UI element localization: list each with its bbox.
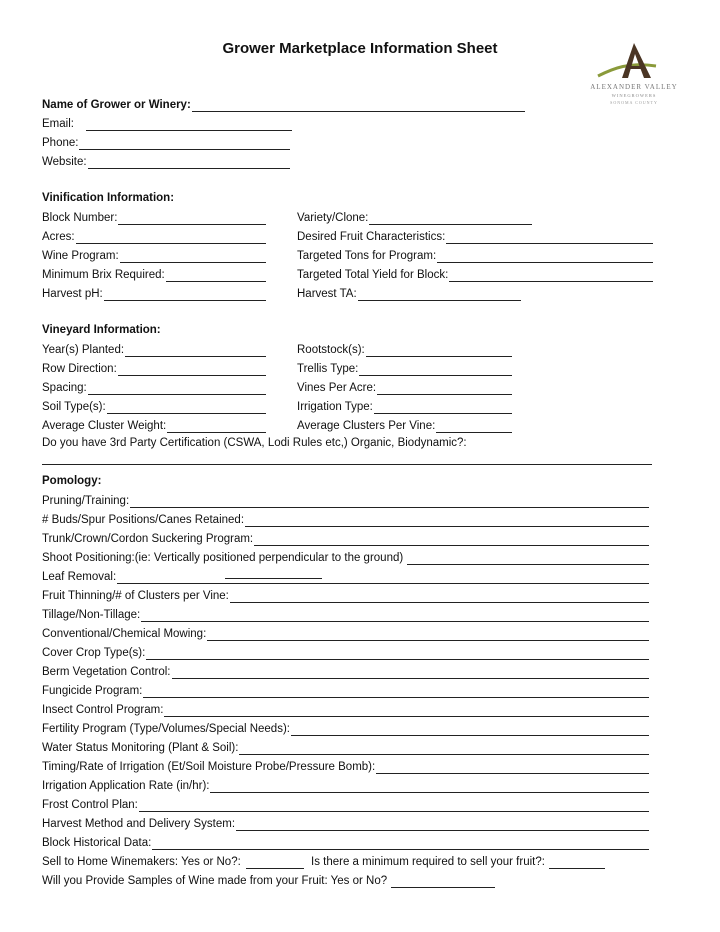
input-line[interactable] (107, 401, 266, 414)
irrigation-type-field[interactable] (297, 400, 512, 414)
input-line[interactable] (377, 382, 512, 395)
field-label: Spacing: (42, 382, 87, 394)
input-line[interactable] (374, 401, 512, 414)
field-label: Shoot Positioning:(ie: Vertically positioned perpendicular to the ground) (42, 552, 404, 564)
input-line[interactable] (207, 628, 649, 641)
winegrowers-logo (584, 40, 684, 115)
field-label: Block Number: (42, 212, 118, 224)
minimum-required-field[interactable] (311, 855, 605, 869)
field-label: Conventional/Chemical Mowing: (42, 628, 207, 640)
input-line[interactable] (164, 704, 649, 717)
input-line[interactable] (172, 666, 650, 679)
certification-answer-line[interactable] (42, 464, 652, 465)
input-line[interactable] (118, 212, 266, 225)
input-line[interactable] (152, 837, 649, 850)
input-line[interactable] (359, 363, 512, 376)
field-label: Minimum Brix Required: (42, 269, 165, 281)
field-label: Leaf Removal: (42, 571, 117, 583)
vines-per-acre-field[interactable] (297, 381, 512, 395)
input-line[interactable] (245, 514, 649, 527)
input-line[interactable] (166, 269, 266, 282)
buds-field[interactable] (42, 513, 649, 527)
field-label: Irrigation Application Rate (in/hr): (42, 780, 210, 792)
field-label: Targeted Total Yield for Block: (297, 269, 449, 281)
logo-title: ALEXANDER VALLEY (590, 83, 678, 91)
field-label: Soil Type(s): (42, 401, 106, 413)
targeted-yield-field[interactable] (297, 268, 653, 282)
tillage-field[interactable] (42, 608, 649, 622)
input-line[interactable] (407, 552, 649, 565)
field-label: Cover Crop Type(s): (42, 647, 146, 659)
input-line[interactable] (79, 137, 290, 150)
input-line[interactable] (437, 250, 653, 263)
input-line[interactable] (549, 856, 605, 869)
leaf-removal-short-line[interactable] (225, 578, 322, 579)
input-line[interactable] (358, 288, 521, 301)
field-label: Block Historical Data: (42, 837, 152, 849)
email-field[interactable] (42, 117, 292, 131)
field-label: Year(s) Planted: (42, 344, 125, 356)
field-label: Variety/Clone: (297, 212, 369, 224)
input-line[interactable] (239, 742, 649, 755)
harvest-ta-field[interactable] (297, 287, 521, 301)
field-label: Average Clusters Per Vine: (297, 420, 436, 432)
field-label: Is there a minimum required to sell your fruit?: (311, 856, 545, 868)
field-label: Harvest TA: (297, 288, 357, 300)
frost-control-field[interactable] (42, 798, 649, 812)
field-label: Email: (42, 118, 74, 130)
berm-vegetation-field[interactable] (42, 665, 649, 679)
website-field[interactable] (42, 155, 290, 169)
field-label: Fertility Program (Type/Volumes/Special Needs): (42, 723, 290, 735)
input-line[interactable] (230, 590, 649, 603)
input-line[interactable] (88, 156, 290, 169)
field-label: Frost Control Plan: (42, 799, 138, 811)
input-line[interactable] (446, 231, 653, 244)
input-line[interactable] (86, 118, 292, 131)
input-line[interactable] (143, 685, 649, 698)
field-label: Berm Vegetation Control: (42, 666, 171, 678)
input-line[interactable] (366, 344, 512, 357)
leaf-removal-field[interactable] (42, 570, 649, 584)
wine-program-field[interactable] (42, 249, 266, 263)
input-line[interactable] (120, 250, 266, 263)
field-label: Row Direction: (42, 363, 117, 375)
field-label: Pruning/Training: (42, 495, 130, 507)
field-label: Acres: (42, 231, 75, 243)
input-line[interactable] (88, 382, 266, 395)
field-label: Trellis Type: (297, 363, 359, 375)
letter-a-logo-icon (584, 40, 684, 82)
field-label: Rootstock(s): (297, 344, 365, 356)
input-line[interactable] (254, 533, 649, 546)
field-label: # Buds/Spur Positions/Canes Retained: (42, 514, 245, 526)
fruit-thinning-field[interactable] (42, 589, 649, 603)
cover-crop-field[interactable] (42, 646, 649, 660)
field-label: Harvest pH: (42, 288, 103, 300)
pomology-heading: Pomology: (42, 475, 102, 487)
harvest-method-field[interactable] (42, 817, 649, 831)
grower-name-field[interactable] (42, 98, 525, 112)
rootstocks-field[interactable] (297, 343, 512, 357)
insect-control-field[interactable] (42, 703, 649, 717)
pruning-field[interactable] (42, 494, 649, 508)
field-label: Water Status Monitoring (Plant & Soil): (42, 742, 239, 754)
min-brix-field[interactable] (42, 268, 266, 282)
shoot-positioning-field[interactable] (42, 551, 649, 565)
input-line[interactable] (369, 212, 532, 225)
field-label: Will you Provide Samples of Wine made from your Fruit: Yes or No? (42, 875, 388, 887)
field-label: Fruit Thinning/# of Clusters per Vine: (42, 590, 229, 602)
input-line[interactable] (291, 723, 649, 736)
avg-clusters-per-vine-field[interactable] (297, 419, 512, 433)
harvest-ph-field[interactable] (42, 287, 266, 301)
mowing-field[interactable] (42, 627, 649, 641)
soil-types-field[interactable] (42, 400, 266, 414)
input-line[interactable] (436, 420, 512, 433)
field-label: Tillage/Non-Tillage: (42, 609, 141, 621)
desired-fruit-field[interactable] (297, 230, 653, 244)
input-line[interactable] (236, 818, 649, 831)
field-label: Wine Program: (42, 250, 119, 262)
input-line[interactable] (376, 761, 649, 774)
input-line[interactable] (210, 780, 649, 793)
field-label: Average Cluster Weight: (42, 420, 167, 432)
variety-clone-field[interactable] (297, 211, 532, 225)
avg-cluster-weight-field[interactable] (42, 419, 266, 433)
logo-subtitle: WINEGROWERS (611, 93, 657, 98)
field-label: Vines Per Acre: (297, 382, 377, 394)
fertility-field[interactable] (42, 722, 649, 736)
irrigation-rate-field[interactable] (42, 779, 649, 793)
input-line[interactable] (104, 288, 266, 301)
field-label: Irrigation Type: (297, 401, 373, 413)
vinification-heading: Vinification Information: (42, 192, 175, 204)
field-label: Timing/Rate of Irrigation (Et/Soil Moisture Probe/Pressure Bomb): (42, 761, 376, 773)
input-line[interactable] (449, 269, 653, 282)
certification-question: Do you have 3rd Party Certification (CSWA, Lodi Rules etc,) Organic, Biodynamic?: (42, 437, 467, 449)
block-history-field[interactable] (42, 836, 649, 850)
timing-irrigation-field[interactable] (42, 760, 649, 774)
field-label: Desired Fruit Characteristics: (297, 231, 446, 243)
sell-home-winemakers-field[interactable] (42, 855, 304, 869)
input-line[interactable] (146, 647, 649, 660)
input-line[interactable] (246, 856, 304, 869)
field-label: Name of Grower or Winery: (42, 99, 191, 111)
input-line[interactable] (130, 495, 649, 508)
input-line[interactable] (118, 363, 266, 376)
phone-field[interactable] (42, 136, 290, 150)
trunk-suckering-field[interactable] (42, 532, 649, 546)
input-line[interactable] (141, 609, 649, 622)
fungicide-field[interactable] (42, 684, 649, 698)
water-status-field[interactable] (42, 741, 649, 755)
years-planted-field[interactable] (42, 343, 266, 357)
input-line[interactable] (76, 231, 266, 244)
page-title: Grower Marketplace Information Sheet (222, 40, 498, 57)
field-label: Harvest Method and Delivery System: (42, 818, 236, 830)
input-line[interactable] (167, 420, 266, 433)
targeted-tons-field[interactable] (297, 249, 653, 263)
input-line[interactable] (117, 571, 649, 584)
row-direction-field[interactable] (42, 362, 266, 376)
acres-field[interactable] (42, 230, 266, 244)
field-label: Sell to Home Winemakers: Yes or No?: (42, 856, 241, 868)
trellis-type-field[interactable] (297, 362, 512, 376)
input-line[interactable] (391, 875, 495, 888)
field-label: Targeted Tons for Program: (297, 250, 437, 262)
input-line[interactable] (125, 344, 266, 357)
field-label: Fungicide Program: (42, 685, 143, 697)
spacing-field[interactable] (42, 381, 266, 395)
field-label: Phone: (42, 137, 79, 149)
vineyard-heading: Vineyard Information: (42, 324, 161, 336)
provide-samples-field[interactable] (42, 874, 495, 888)
input-line[interactable] (192, 99, 525, 112)
field-label: Trunk/Crown/Cordon Suckering Program: (42, 533, 254, 545)
field-label: Insect Control Program: (42, 704, 164, 716)
field-label: Website: (42, 156, 87, 168)
input-line[interactable] (139, 799, 649, 812)
logo-region: SONOMA COUNTY (610, 100, 658, 105)
block-number-field[interactable] (42, 211, 266, 225)
